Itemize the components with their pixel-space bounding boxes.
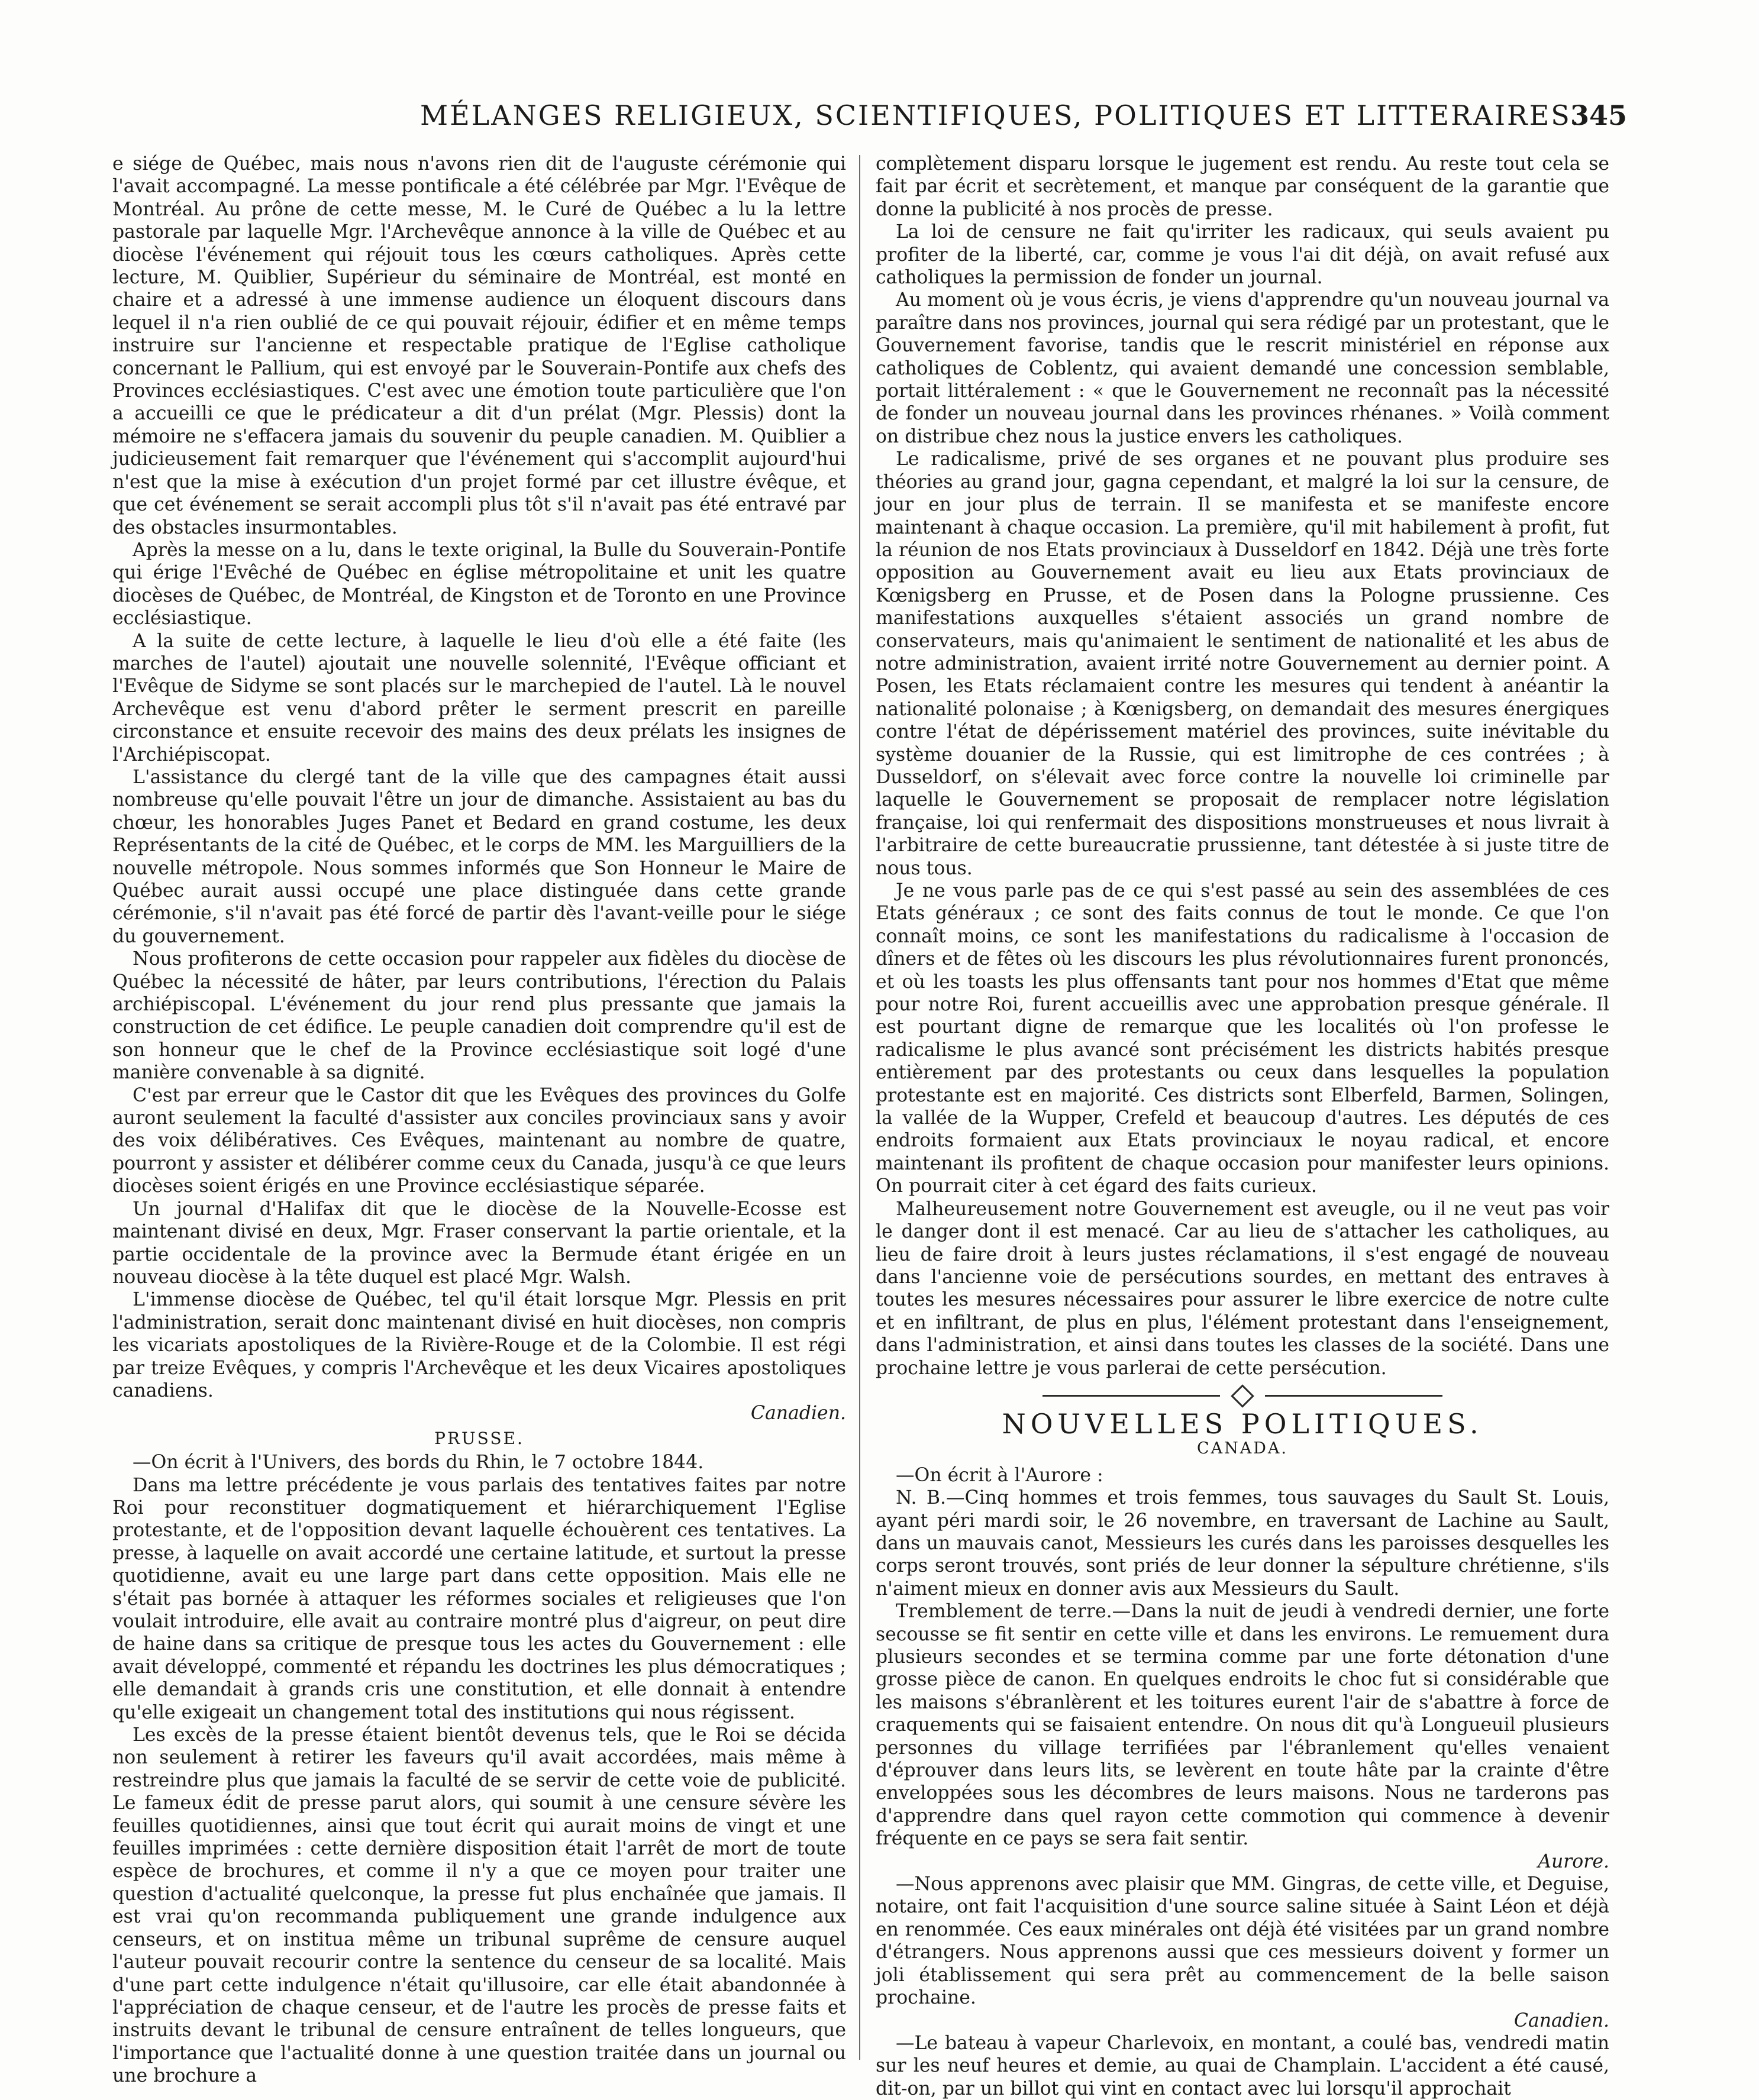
article-paragraph: Les excès de la presse étaient bientôt devenus tels, que le Roi se décida non seulement à retirer les faveurs qu'il avait accordées, mais même à restreindre plus que jamais la faculté de se servir de cette voie de publicité. Le fameux édit de presse parut alors, qui soumit à une censure sévère les feuilles quotidiennes, ainsi que tout écrit qui aurait moins de vingt et une feuilles imprimées : cette dernière disposition était l'arrêt de mort de toute espèce de brochures, et comme il n'y a que ce moyen pour traiter une question d'actualité quelconque, la presse fut plus enchaînée que jamais. Il est vrai qu'on recommanda publiquement une grande indulgence aux censeurs, et on institua même un tribunal suprême de censure auquel l'auteur pouvait recourir contre la sentence du censeur de sa localité. Mais d'une part cette indulgence n'était qu'illusoire, car elle était abandonnée à l'appréciation de chaque censeur, et de l'autre les procès de presse faits et instruits devant le tribunal de censure entraînent de telles longueurs, que l'importance que l'actualité donne à une question traitée dans un journal ou une brochure a xyxy=(112,1724,846,2087)
article-paragraph: complètement disparu lorsque le jugement est rendu. Au reste tout cela se fait par écrit et secrètement, et manque par conséquent de la garantie que donne la publicité à nos procès de presse. xyxy=(876,153,1609,220)
page-header xyxy=(112,99,1627,147)
signature-canadien: Canadien. xyxy=(1513,2009,1609,2031)
signature-aurore: Aurore. xyxy=(1538,1850,1609,1872)
section-heading-prusse: PRUSSE. xyxy=(434,1428,524,1448)
article-paragraph: N. B.—Cinq hommes et trois femmes, tous sauvages du Sault St. Louis, ayant péri mardi soir, le 26 novembre, en traversant de Lachine au Sault, dans un mauvais canot, Messieurs les curés dans les paroisses desquelles les corps seront trouvés, sont priés de leur donner la sépulture chrétienne, s'ils n'aiment mieux en donner avis aux Messieurs du Sault. xyxy=(876,1487,1609,1600)
section-heading-canada: CANADA. xyxy=(1196,1439,1288,1458)
article-paragraph: —On écrit à l'Univers, des bords du Rhin, le 7 octobre 1844. xyxy=(133,1452,704,1474)
article-paragraph: Un journal d'Halifax dit que le diocèse de la Nouvelle-Ecosse est maintenant divisé en deux, Mgr. Fraser conservant la partie orientale, et la partie occidentale de la province avec la Bermude étant érigée en un nouveau diocèse à la tête duquel est placé Mgr. Walsh. xyxy=(112,1198,846,1288)
article-paragraph: Tremblement de terre.—Dans la nuit de jeudi à vendredi dernier, une forte secousse se fit sentir en cette ville et dans les environs. Le remuement dura plusieurs secondes et se termina comme par une forte détonation d'une grosse pièce de canon. En quelques endroits le choc fut si considérable que les maisons s'ébranlèrent et les toitures eurent l'air de s'abattre à force de craquements qui se faisaient entendre. On nous dit qu'à Longueuil plusieurs personnes du village terrifiées par l'ébranlement qu'elles venaient d'éprouver dans leurs lits, se levèrent en toute hâte par la crainte d'être enveloppées sous les décombres de leurs maisons. Nous ne tarderons pas d'apprendre dans quel rayon cette commotion qui commence à devenir fréquente en ce pays se sera fait sentir. xyxy=(876,1601,1609,1850)
article-paragraph: —On écrit à l'Aurore : xyxy=(896,1464,1103,1486)
article-paragraph: —Nous apprenons avec plaisir que MM. Gingras, de cette ville, et Deguise, notaire, ont fait l'acquisition d'une source saline située à Saint Léon et déjà en renommée. Ces eaux minérales ont déjà été visitées par un grand nombre d'étrangers. Nous apprenons aussi que ces messieurs doivent y former un joli établissement qui sera prêt au commencement de la belle saison prochaine. xyxy=(876,1873,1609,2009)
article-paragraph: Le radicalisme, privé de ses organes et ne pouvant plus produire ses théories au grand jour, gagna cependant, et malgré la loi sur la censure, de jour en jour plus de terrain. Il se manifesta et se manifeste encore maintenant à chaque occasion. La première, qu'il mit habilement à profit, fut la réunion de nos Etats provinciaux à Dusseldorf en 1842. Déjà une très forte opposition au Gouvernement avait eu lieu aux Etats provinciaux de Kœnigsberg en Prusse, et de Posen dans la Pologne prussienne. Ces manifestations auxquelles s'étaient associés un grand nombre de conservateurs, mais qu'animaient le sentiment de nationalité et les abus de notre administration, avaient irrité notre Gouvernement au dernier point. A Posen, les Etats réclamaient contre les mesures qui tendent à anéantir la nationalité polonaise ; à Kœnigsberg, on demandait des mesures énergiques contre l'état de dépérissement matériel des provinces, suite inévitable du système douanier de la Russie, qui est limitrophe de ces contrées ; à Dusseldorf, on s'élevait avec force contre la nouvelle loi criminelle par laquelle le Gouvernement se proposait de remplacer notre législation française, loi qui renfermait des dispositions monstrueuses et nous livrait à l'arbitraire de cette bureaucratie prussienne, tant détestée à si juste titre de nous tous. xyxy=(876,448,1609,879)
running-title: MÉLANGES RELIGIEUX, SCIENTIFIQUES, POLITIQUES ET LITTERAIRES. xyxy=(420,99,1581,131)
article-paragraph: L'immense diocèse de Québec, tel qu'il était lorsque Mgr. Plessis en prit l'administration, serait donc maintenant divisé en huit diocèses, non compris les vicariats apostoliques de la Rivière-Rouge et de la Colombie. Il est régi par treize Evêques, y compris l'Archevêque et les deux Vicaires apostoliques canadiens. xyxy=(112,1289,846,1401)
article-paragraph: C'est par erreur que le Castor dit que les Evêques des provinces du Golfe auront seulement la faculté d'assister aux conciles provinciaux sans y avoir des voix délibératives. Ces Evêques, maintenant au nombre de quatre, pourront y assister et délibérer comme ceux du Canada, jusqu'à ce que leurs diocèses soient érigés en une Province ecclésiastique séparée. xyxy=(112,1084,846,1197)
ornament-rule xyxy=(1265,1395,1442,1397)
article-paragraph: e siége de Québec, mais nous n'avons rien dit de l'auguste cérémonie qui l'avait accompagné. La messe pontificale a été célébrée par Mgr. l'Evêque de Montréal. Au prône de cette messe, M. le Curé de Québec a lu la lettre pastorale par laquelle Mgr. l'Archevêque annonce à la ville de Québec et au diocèse l'événement qui réjouit tous les cœurs catholiques. Après cette lecture, M. Quiblier, Supérieur du séminaire de Montréal, est monté en chaire et a adressé à une immense audience un éloquent discours dans lequel il n'a rien oublié de ce qui pouvait réjouir, édifier et en même temps instruire sur l'ancienne et respectable pratique de l'Eglise catholique concernant le Pallium, qui est envoyé par le Souverain-Pontife aux chefs des Provinces ecclésiastiques. C'est avec une émotion toute particulière que l'on a accueilli ce que le prédicateur a dit d'un prélat (Mgr. Plessis) dont la mémoire ne s'effacera jamais du souvenir du peuple canadien. M. Quiblier a judicieusement fait remarquer que l'événement qui s'accomplit aujourd'hui n'est que la mise à exécution d'un projet formé par cet illustre évêque, et que cet événement se serait accompli plus tôt s'il n'avait pas été entravé par des obstacles insurmontables. xyxy=(112,153,846,538)
signature-canadien: Canadien. xyxy=(750,1403,846,1424)
article-paragraph: Dans ma lettre précédente je vous parlais des tentatives faites par notre Roi pour reconstituer dogmatiquement et hiérarchiquement l'Eglise protestante, et de l'opposition devant laquelle échouèrent ces tentatives. La presse, à laquelle on avait accordé une certaine latitude, et surtout la presse quotidienne, avait eu une large part dans cette opposition. Mais elle ne s'était pas bornée à attaquer les réformes sociales et religieuses que l'on voulait introduire, elle avait au contraire montré plus d'aigreur, on peut dire de haine dans sa critique de presque tous les actes du Gouvernement : elle avait développé, commenté et répandu les doctrines les plus démocratiques ; elle demandait à grands cris une constitution, et elle donnait à entendre qu'elle exigeait un changement total des institutions qui nous régissent. xyxy=(112,1474,846,1723)
article-paragraph: Nous profiterons de cette occasion pour rappeler aux fidèles du diocèse de Québec la nécessité de hâter, par leurs contributions, l'érection du Palais archiépiscopal. L'événement du jour rend plus pressante que jamais la construction de cet édifice. Le peuple canadien doit comprendre qu'il est de son honneur que le chef de la Province ecclésiastique soit logé d'une manière convenable à sa dignité. xyxy=(112,948,846,1084)
right-column xyxy=(876,153,1609,2099)
article-paragraph: Au moment où je vous écris, je viens d'apprendre qu'un nouveau journal va paraître dans nos provinces, journal qui sera rédigé par un protestant, que le Gouvernement favorise, tandis que le rescrit ministériel en réponse aux catholiques de Coblentz, qui avaient demandé une concession semblable, portait littéralement : « que le Gouvernement ne reconnaît pas la nécessité de fonder un nouveau journal dans les provinces rhénanes. » Voilà comment on distribue chez nous la justice envers les catholiques. xyxy=(876,289,1609,447)
article-paragraph: L'assistance du clergé tant de la ville que des campagnes était aussi nombreuse qu'elle pouvait l'être un jour de dimanche. Assistaient au bas du chœur, les honorables Juges Panet et Bedard en grand costume, les deux Représentants de la cité de Québec, et le corps de MM. les Marguilliers de la nouvelle métropole. Nous sommes informés que Son Honneur le Maire de Québec aurait aussi occupé une place distinguée dans cette grande cérémonie, s'il n'avait pas été forcé de partir dès l'avant-veille pour le siége du gouvernement. xyxy=(112,766,846,947)
ornament-diamond-icon xyxy=(1231,1384,1254,1408)
section-ornament xyxy=(876,1383,1609,1409)
column-divider xyxy=(859,155,860,2060)
article-paragraph: Après la messe on a lu, dans le texte original, la Bulle du Souverain-Pontife qui érige l'Evêché de Québec en église métropolitaine et unit les quatre diocèses de Québec, de Montréal, de Kingston et de Toronto en une Province ecclésiastique. xyxy=(112,539,846,629)
article-paragraph: Je ne vous parle pas de ce qui s'est passé au sein des assemblées de ces Etats généraux ; ce sont des faits connus de tout le monde. Ce que l'on connaît moins, ce sont les manifestations du radicalisme à l'occasion de dîners et de fêtes où les discours les plus révolutionnaires furent prononcés, et où les toasts les plus offensants tant pour nos hommes d'Etat que même pour notre Roi, furent accueillis avec une approbation presque générale. Il est pourtant digne de remarque que les localités où l'on professe le radicalisme le plus avancé sont précisément les districts habités presque entièrement par des protestants ou ceux dans lesquelles la population protestante est en majorité. Ces districts sont Elberfeld, Barmen, Solingen, la vallée de la Wupper, Crefeld et beaucoup d'autres. Les députés de ces endroits formaient aux Etats provinciaux le noyau radical, et encore maintenant ils profitent de chaque occasion pour manifester leurs opinions. On pourrait citer à cet égard des faits curieux. xyxy=(876,880,1609,1197)
article-paragraph: La loi de censure ne fait qu'irriter les radicaux, qui seuls avaient pu profiter de la liberté, car, comme je vous l'ai dit déjà, on avait refusé aux catholiques la permission de fonder un journal. xyxy=(876,221,1609,289)
ornament-rule xyxy=(1043,1395,1220,1397)
page-number: 345 xyxy=(1570,99,1627,131)
left-column xyxy=(112,153,846,2087)
article-paragraph: —Le bateau à vapeur Charlevoix, en montant, a coulé bas, vendredi matin sur les neuf heures et demie, au quai de Champlain. L'accident a été causé, dit-on, par un billot qui vint en contact avec lui lorsqu'il approchait xyxy=(876,2032,1609,2099)
article-paragraph: Malheureusement notre Gouvernement est aveugle, ou il ne veut pas voir le danger dont il est menacé. Car au lieu de s'attacher les catholiques, au lieu de faire droit à leurs justes réclamations, il s'est engagé de nouveau dans l'ancienne voie de persécutions sourdes, en mettant des entraves à toutes les mesures nécessaires pour assurer le libre exercice de notre culte et en infiltrant, de plus en plus, l'élément protestant dans l'enseignement, dans l'administration, et ainsi dans toutes les classes de la société. Dans une prochaine lettre je vous parlerai de cette persécution. xyxy=(876,1198,1609,1379)
section-heading-nouvelles-politiques: NOUVELLES POLITIQUES. xyxy=(1002,1407,1483,1440)
article-paragraph: A la suite de cette lecture, à laquelle le lieu d'où elle a été faite (les marches de l'autel) ajoutait une nouvelle solennité, l'Evêque officiant et l'Evêque de Sidyme se sont placés sur le marchepied de l'autel. Là le nouvel Archevêque est venu d'abord prêter le serment prescrit en pareille circonstance et ensuite recevoir des mains des deux prélats les insignes de l'Archiépiscopat. xyxy=(112,630,846,765)
